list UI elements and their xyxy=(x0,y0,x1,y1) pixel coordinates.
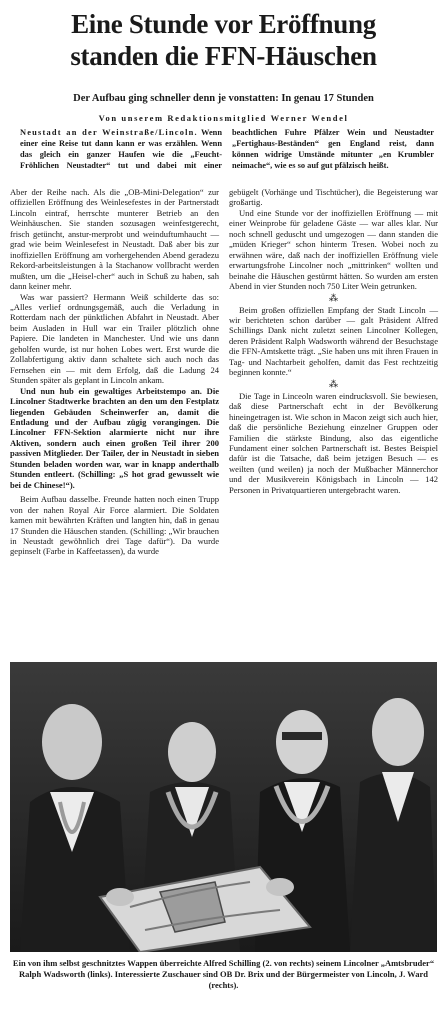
headline xyxy=(8,8,439,72)
paragraph: Was war passiert? Hermann Weiß schilderte das so: „Alles verlief ordnungsgemäß, auch die Verladung in Rotterdam nach der pünktlichen Abfahrt in Neustadt. Aber beim Ausladen in Hull war ein Trailer plötzlich ohne Papiere. Die landeten in Manchester. Und wie uns dann geholfen wurde, ist nur hohen Lobes wert. Erst wurde die Zollabfertigung aktiv dann schaltete sich auch noch das Fernsehen ein — mit dem Erfolg, daß die Ladung 24 Stunden später als geplant in Lincoln ankam. xyxy=(10,291,219,386)
paragraph: Beim großen offiziellen Empfang der Stadt Lincoln — wir berichteten schon darüber — galt Präsident Alfred Schillings Dank nicht zuletzt seinen Lincolner Kollegen, deren Präsident Ralph Wadsworth während der Besuchstage die FFN-Amtskette trägt. „Sie haben uns mit ihren Frauen in Tag- und Nachtarbeit geholfen, damit das Fest rechtzeitig beginnen konnte.“ xyxy=(229,304,438,378)
article-column-right xyxy=(229,187,438,495)
lead-text: Wenn einer eine Reise tut dann kann er was erzählen. Wenn das gleich ein ganzer Haufen wie die „Feucht-Fröhlichen Neustadter“ tut und dabei mit einer beachtlichen Fuhre Pfälzer Wein und Neustadter „Fertighaus-Beständen“ gen England reist, dann können widrige Umstände mitunter „en Krumbler neimache“, wie es so auf gut pfälzisch heißt. xyxy=(20,128,434,170)
headline-line-2: standen die FFN-Häuschen xyxy=(70,41,377,71)
section-separator: ⁂ xyxy=(329,378,338,389)
paragraph: Beim Aufbau dasselbe. Freunde hatten noch einen Trupp von der nahen Royal Air Force alarmiert. Die Soldaten kamen mit bewährten Kräften und langten hin, daß in genau 17 Stunden die Häuschen standen. (Schilling: „Wir brauchen in Neustadt gewöhnlich drei Tage dafür“). Da wurde gepinselt (Farbe in Kaffeetassen), da wurde xyxy=(10,494,219,557)
paragraph: Die Tage in Linceoln waren eindrucksvoll. Sie bewiesen, daß diese Partnerschaft echt in der Bevölkerung hineingetragen ist. Wie schon in Macon zeigt sich auch hier, daß die persönliche Beziehung einzelner Gruppen oder Familien die stärkste Bindung, also das eigentliche Fundament einer solchen Partnerschaft ist. Bestes Beispiel dafür ist die Tatsache, daß beim jetzigen Besuch — es weilten (und weilen) ja noch der Mußbacher Männerchor und der Musikverein Königsbach in Lincoln — 142 Personen in Privatquartieren untergebracht waren. xyxy=(229,390,438,495)
paragraph: gebügelt (Vorhänge und Tischtücher), die Begeisterung war großartig. xyxy=(229,187,438,208)
photo-caption: Ein von ihm selbst geschnitztes Wappen überreichte Alfred Schilling (2. von rechts) seinem Lincolner „Amtsbruder“ Ralph Wadsworth (links). Interessierte Zuschauer sind OB Dr. Brix und der Bürgermeister von Lincoln, J. Ward (rechts). xyxy=(12,958,435,990)
article-column-left xyxy=(10,187,219,557)
subheadline: Der Aufbau ging schneller denn je vonstatten: In genau 17 Stunden xyxy=(73,93,374,104)
lead-paragraph xyxy=(20,127,434,171)
paragraph: Aber der Reihe nach. Als die „OB-Mini-Delegation“ zur offiziellen Eröffnung des Weinlesefestes in der Partnerstadt Lincoln eintraf, herrschte munterer Betrieb an den Weinhäuschen. Sie standen sozusagen weinfestgerecht, frisch getüncht, anstur-merprobt und weinduftumhaucht — grad wie beim Weinlesefest in Neustadt. Daß aber bis zur inoffiziellen Eröffnung am vorhergehenden Abend geradezu Rekord-arbeitsleistungen à la Stachanow vollbracht werden mußten, um die „Heisel-cher“ auch in Schuß zu haben, sah dann keiner mehr. xyxy=(10,187,219,292)
byline: Von unserem Redaktionsmitglied Werner Wendel xyxy=(98,113,349,123)
paragraph: Und eine Stunde vor der inoffiziellen Eröffnung — mit einer Weinprobe für geladene Gäste — war alles klar. Nur noch schnell geduscht und umgezogen — dann standen die „müden Krieger“ schon hinterm Tresen. Wobei noch zu erwähnen wäre, daß nach der inoffiziellen Eröffnung viele erwartungsfrohe Lincolner noch „mittrinken“ wollten und beinahe die Häuschen gestürmt hätten. So wurden am ersten Abend in vier Stunden noch 750 Liter Wein getrunken. xyxy=(229,207,438,292)
paragraph-bold: Und nun hub ein gewaltiges Arbeitstempo an. Die Lincolner Stadtwerke brachten an den um den Festplatz liegenden Gebäuden Scheinwerfer an, damit die Entladung und der Aufbau zügig vorangingen. Die Lincolner FFN-Sektion alarmierte nicht nur ihre Aktiven, sondern auch einen großen Teil ihrer 200 passiven Mitglieder. Der Tailer, der in Neustadt in sieben Stunden beladen worden war, war in knapp anderthalb Stunden entleert. (Schilling: „S hot grad gewusselt wie bei de Chinese!“). xyxy=(10,385,219,490)
section-separator: ⁂ xyxy=(329,292,338,303)
dateline: Neustadt an der Weinstraße/Lincoln. xyxy=(20,128,198,137)
headline-line-1: Eine Stunde vor Eröffnung xyxy=(71,9,376,39)
news-photo xyxy=(10,662,437,952)
